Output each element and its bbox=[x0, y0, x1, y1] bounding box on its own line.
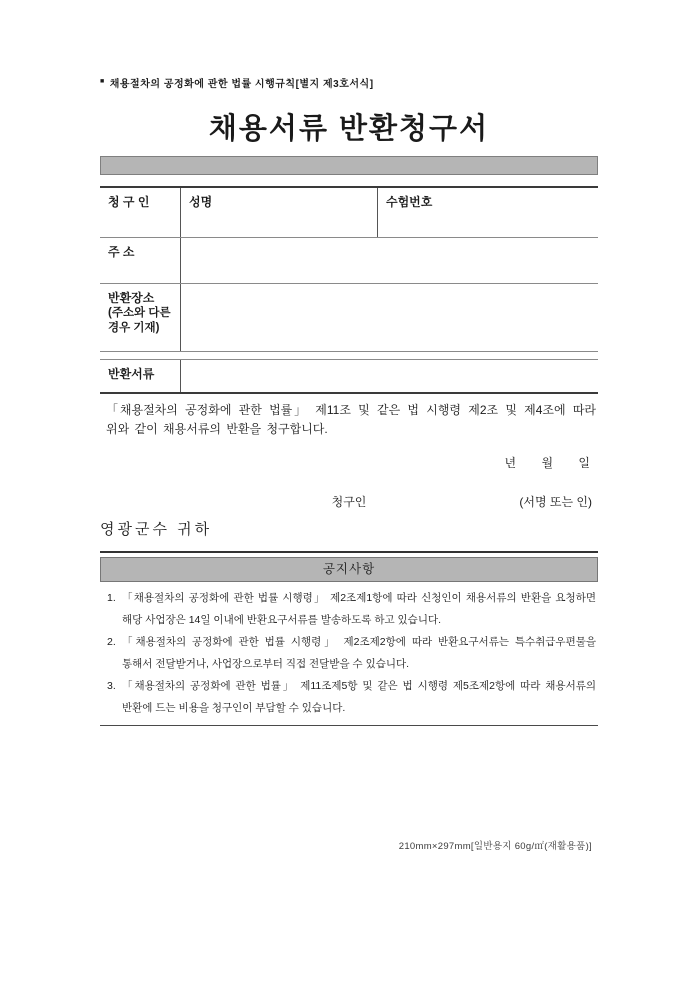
return-place-row bbox=[100, 283, 598, 351]
notice-item bbox=[100, 675, 598, 719]
name-cell[interactable] bbox=[181, 188, 378, 237]
date-month-label: 월 bbox=[541, 456, 554, 470]
return-place-input-area[interactable] bbox=[181, 284, 598, 351]
notice-item-number: 1. bbox=[107, 592, 116, 604]
notice-item-text: 「채용절차의 공정화에 관한 법률 시행령」 제2조제2항에 따라 반환요구서류는 특수취급우편물을 통해서 전달받거나, 사업장으로부터 직접 전달받을 수 있습니다. bbox=[122, 636, 596, 670]
signature-input-area[interactable] bbox=[379, 493, 498, 509]
name-label: 성명 bbox=[189, 195, 213, 209]
paper-spec-footer: 210mm×297mm[일반용지 60g/㎡(재활용품)] bbox=[398, 841, 592, 852]
claimant-row bbox=[100, 188, 598, 237]
exam-number-cell[interactable] bbox=[378, 188, 598, 237]
return-documents-row bbox=[100, 360, 598, 392]
addressee-block bbox=[100, 518, 598, 553]
notice-header: 공지사항 bbox=[322, 562, 376, 576]
date-row[interactable] bbox=[100, 454, 598, 470]
notice-item-number: 3. bbox=[107, 680, 116, 692]
form-note-text: 채용절차의 공정화에 관한 법률 시행규칙[별지 제3호서식] bbox=[109, 79, 374, 90]
return-place-label: 반환장소 bbox=[108, 291, 155, 305]
request-statement: 「채용절차의 공정화에 관한 법률」 제11조 및 같은 법 시행령 제2조 및 제4조에 따라 위와 같이 채용서류의 반환을 청구합니다. bbox=[106, 403, 596, 436]
sign-or-seal-note: (서명 또는 인) bbox=[519, 495, 592, 509]
notice-item-text: 「채용절차의 공정화에 관한 법률 시행령」 제2조제1항에 따라 신청인이 채용서류의 반환을 요청하면 해당 사업장은 14일 이내에 반환요구서류를 발송하도록 하고 있습니다. bbox=[122, 592, 596, 626]
return-documents-label-cell: 반환서류 bbox=[100, 360, 181, 392]
return-documents-input-area[interactable] bbox=[181, 360, 598, 392]
form-content bbox=[100, 0, 598, 852]
return-documents-table bbox=[100, 359, 598, 394]
notice-item bbox=[100, 631, 598, 675]
address-input-area[interactable] bbox=[181, 238, 598, 283]
address-row bbox=[100, 237, 598, 283]
form-note bbox=[100, 75, 598, 90]
notice-item bbox=[100, 587, 598, 631]
square-bullet-icon: ■ bbox=[100, 78, 105, 85]
notice-item-text: 「채용절차의 공정화에 관한 법률」 제11조제5항 및 같은 법 시행령 제5조제2항에 따라 채용서류의 반환에 드는 비용을 청구인이 부담할 수 있습니다. bbox=[122, 680, 596, 714]
date-day-label: 일 bbox=[578, 456, 590, 470]
notice-header-bar bbox=[100, 557, 598, 582]
header-divider-bar bbox=[100, 156, 598, 175]
return-place-label-cell bbox=[100, 284, 181, 351]
claimant-table bbox=[100, 186, 598, 352]
exam-number-label: 수험번호 bbox=[386, 195, 433, 209]
signature-row bbox=[100, 493, 598, 509]
claimant-label-cell: 청 구 인 bbox=[100, 188, 181, 237]
date-year-label: 년 bbox=[504, 456, 517, 470]
return-place-note-line1: (주소와 다른 bbox=[108, 307, 171, 319]
addressee: 영광군수 귀하 bbox=[100, 521, 213, 538]
notice-list bbox=[100, 582, 598, 726]
address-label-cell: 주 소 bbox=[100, 238, 181, 283]
return-place-note-line2: 경우 기재) bbox=[108, 322, 160, 334]
notice-item-number: 2. bbox=[107, 636, 116, 648]
form-title: 채용서류 반환청구서 bbox=[208, 113, 490, 145]
signer-label: 청구인 bbox=[331, 495, 367, 509]
